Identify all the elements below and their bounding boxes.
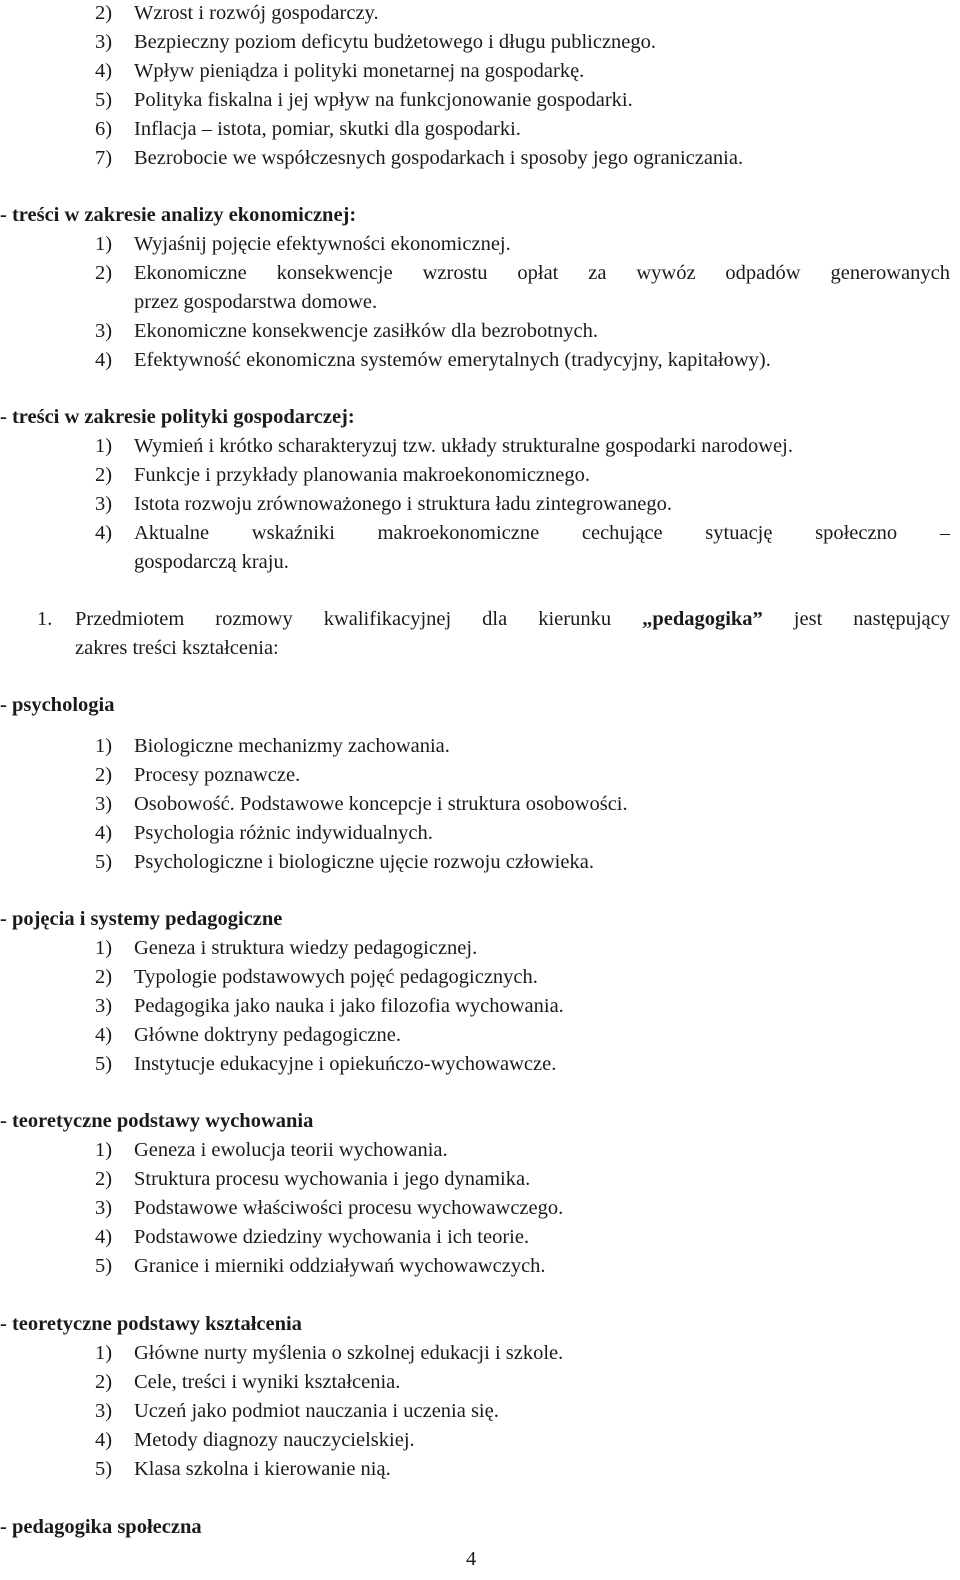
item-text: Bezrobocie we współczesnych gospodarkach i sposoby jego ograniczania. — [134, 147, 744, 169]
paragraph-line-1 — [75, 606, 950, 632]
item-number: 2) — [95, 1371, 113, 1393]
item-text: Struktura procesu wychowania i jego dynamika. — [134, 1168, 531, 1190]
item-text: Wzrost i rozwój gospodarczy. — [134, 2, 379, 24]
intro-text-before: Przedmiotem rozmowy kwalifikacyjnej dla kierunku — [75, 608, 643, 630]
item-text: Funkcje i przykłady planowania makroekonomicznego. — [134, 464, 590, 486]
item-text: Geneza i struktura wiedzy pedagogicznej. — [134, 937, 478, 959]
item-text: Aktualne wskaźniki makroekonomiczne cechujące sytuację społeczno – — [134, 522, 950, 544]
item-number: 3) — [95, 995, 113, 1017]
field-name: „pedagogika” — [642, 608, 763, 630]
item-text: Geneza i ewolucja teorii wychowania. — [134, 1139, 448, 1161]
item-text: Biologiczne mechanizmy zachowania. — [134, 735, 450, 757]
item-number: 5) — [95, 1255, 113, 1277]
item-number: 3) — [95, 1197, 113, 1219]
item-number: 5) — [95, 1458, 113, 1480]
item-text: Osobowość. Podstawowe koncepcje i struktura osobowości. — [134, 793, 628, 815]
item-number: 1) — [95, 233, 113, 255]
item-number: 4) — [95, 60, 113, 82]
item-text: Klasa szkolna i kierowanie nią. — [134, 1458, 391, 1480]
item-text: Metody diagnozy nauczycielskiej. — [134, 1429, 415, 1451]
page-number: 4 — [466, 1548, 477, 1570]
item-number: 4) — [95, 522, 113, 544]
item-text-continued: gospodarczą kraju. — [134, 551, 289, 573]
item-number: 4) — [95, 349, 113, 371]
item-number: 2) — [95, 262, 113, 284]
item-text: Wyjaśnij pojęcie efektywności ekonomicznej. — [134, 233, 511, 255]
section-heading: - teoretyczne podstawy kształcenia — [0, 1313, 302, 1335]
section-heading: - treści w zakresie analizy ekonomicznej: — [0, 204, 357, 226]
item-number: 5) — [95, 1053, 113, 1075]
item-text: Ekonomiczne konsekwencje zasiłków dla bezrobotnych. — [134, 320, 598, 342]
item-text: Inflacja – istota, pomiar, skutki dla gospodarki. — [134, 118, 521, 140]
item-number: 5) — [95, 89, 113, 111]
item-number: 1) — [95, 937, 113, 959]
item-text: Główne doktryny pedagogiczne. — [134, 1024, 401, 1046]
item-number: 2) — [95, 2, 113, 24]
item-number: 1) — [95, 435, 113, 457]
item-text: Istota rozwoju zrównoważonego i struktura ładu zintegrowanego. — [134, 493, 672, 515]
item-text-continued: przez gospodarstwa domowe. — [134, 291, 378, 313]
intro-text-after: jest następujący — [762, 608, 951, 630]
item-text: Typologie podstawowych pojęć pedagogicznych. — [134, 966, 538, 988]
item-number: 1) — [95, 735, 113, 757]
section-heading: - treści w zakresie polityki gospodarczej: — [0, 406, 355, 428]
item-number: 4) — [95, 822, 113, 844]
item-text: Polityka fiskalna i jej wpływ na funkcjonowanie gospodarki. — [134, 89, 633, 111]
item-number: 4) — [95, 1429, 113, 1451]
item-number: 2) — [95, 764, 113, 786]
item-text: Cele, treści i wyniki kształcenia. — [134, 1371, 401, 1393]
item-number: 5) — [95, 851, 113, 873]
item-number: 4) — [95, 1024, 113, 1046]
section-heading: - pojęcia i systemy pedagogiczne — [0, 908, 283, 930]
item-number: 1) — [95, 1342, 113, 1364]
item-number: 3) — [95, 793, 113, 815]
paragraph-number: 1. — [37, 608, 53, 630]
item-text: Uczeń jako podmiot nauczania i uczenia się. — [134, 1400, 499, 1422]
item-text: Ekonomiczne konsekwencje wzrostu opłat za wywóz odpadów generowanych — [134, 262, 950, 284]
item-number: 6) — [95, 118, 113, 140]
item-number: 3) — [95, 320, 113, 342]
paragraph-line-2: zakres treści kształcenia: — [75, 637, 279, 659]
item-number: 3) — [95, 31, 113, 53]
item-text: Podstawowe dziedziny wychowania i ich teorie. — [134, 1226, 530, 1248]
item-number: 3) — [95, 493, 113, 515]
item-number: 7) — [95, 147, 113, 169]
item-number: 1) — [95, 1139, 113, 1161]
item-text: Wpływ pieniądza i polityki monetarnej na gospodarkę. — [134, 60, 585, 82]
item-text: Psychologiczne i biologiczne ujęcie rozwoju człowieka. — [134, 851, 594, 873]
item-text: Instytucje edukacyjne i opiekuńczo-wychowawcze. — [134, 1053, 557, 1075]
item-number: 2) — [95, 1168, 113, 1190]
item-number: 2) — [95, 966, 113, 988]
item-text: Wymień i krótko scharakteryzuj tzw. układy strukturalne gospodarki narodowej. — [134, 435, 793, 457]
item-text: Efektywność ekonomiczna systemów emerytalnych (tradycyjny, kapitałowy). — [134, 349, 771, 371]
item-text: Granice i mierniki oddziaływań wychowawczych. — [134, 1255, 546, 1277]
item-number: 4) — [95, 1226, 113, 1248]
item-text: Pedagogika jako nauka i jako filozofia wychowania. — [134, 995, 564, 1017]
item-text: Procesy poznawcze. — [134, 764, 301, 786]
item-text: Podstawowe właściwości procesu wychowawczego. — [134, 1197, 564, 1219]
item-text: Psychologia różnic indywidualnych. — [134, 822, 433, 844]
section-heading: - psychologia — [0, 694, 115, 716]
section-heading: - teoretyczne podstawy wychowania — [0, 1110, 314, 1132]
section-heading: - pedagogika społeczna — [0, 1516, 202, 1538]
item-number: 2) — [95, 464, 113, 486]
item-number: 3) — [95, 1400, 113, 1422]
item-text: Główne nurty myślenia o szkolnej edukacji i szkole. — [134, 1342, 564, 1364]
item-text: Bezpieczny poziom deficytu budżetowego i długu publicznego. — [134, 31, 657, 53]
